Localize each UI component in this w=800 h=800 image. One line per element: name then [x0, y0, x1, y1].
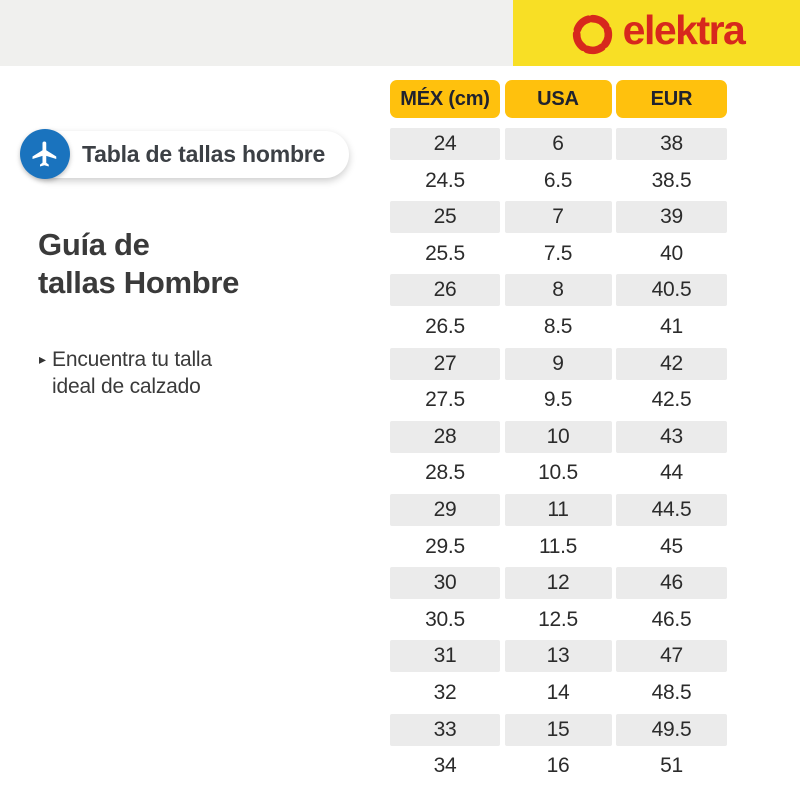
bullet-text — [52, 346, 212, 400]
table-cell: 29 — [390, 494, 500, 526]
table-cell: 7.5 — [543, 241, 573, 265]
table-cell: 49.5 — [616, 714, 727, 746]
table-cell: 51 — [660, 754, 683, 778]
table-cell: 9.5 — [543, 388, 573, 412]
table-cell: 46 — [616, 567, 727, 599]
size-table-header — [390, 80, 727, 118]
table-cell: 9 — [505, 348, 612, 380]
table-cell: 42.5 — [651, 388, 692, 412]
bullet-note — [39, 346, 212, 400]
table-cell: 6.5 — [543, 168, 573, 192]
table-cell: 26.5 — [425, 314, 465, 338]
table-cell: 14 — [546, 680, 570, 704]
table-cell: 26 — [390, 274, 500, 306]
header-cell-usa: USA — [505, 80, 612, 118]
table-cell: 16 — [546, 754, 570, 778]
table-cell: 46.5 — [651, 607, 692, 631]
table-cell: 44 — [660, 461, 683, 485]
table-cell: 31 — [390, 640, 500, 672]
table-cell: 27.5 — [425, 388, 465, 412]
table-cell: 41 — [660, 314, 683, 338]
table-cell: 12 — [505, 567, 612, 599]
table-cell: 40 — [660, 241, 683, 265]
table-cell: 45 — [660, 534, 683, 558]
table-cell: 30 — [390, 567, 500, 599]
page-title-line2: tallas Hombre — [38, 265, 240, 300]
table-cell: 27 — [390, 348, 500, 380]
table-cell: 7 — [505, 201, 612, 233]
table-cell: 32 — [433, 680, 457, 704]
airplane-icon — [20, 129, 70, 179]
table-cell: 11.5 — [538, 534, 578, 558]
table-cell: 10 — [505, 421, 612, 453]
top-strip — [0, 0, 513, 66]
table-cell: 38 — [616, 128, 727, 160]
bullet-text-line2: ideal de calzado — [52, 375, 201, 398]
table-cell: 11 — [505, 494, 612, 526]
page-title — [38, 226, 239, 302]
header-cell-eur: EUR — [616, 80, 727, 118]
bullet-text-line1: Encuentra tu talla — [52, 348, 212, 371]
table-cell: 13 — [505, 640, 612, 672]
table-cell: 30.5 — [425, 607, 465, 631]
brand-wordmark: elektra — [622, 6, 745, 53]
table-cell: 15 — [505, 714, 612, 746]
table-cell: 39 — [616, 201, 727, 233]
table-cell: 8 — [505, 274, 612, 306]
size-table — [390, 80, 727, 786]
table-cell: 8.5 — [543, 314, 573, 338]
table-cell: 10.5 — [538, 461, 578, 485]
table-cell: 33 — [390, 714, 500, 746]
triangle-bullet-icon: ▸ — [39, 351, 47, 367]
header-cell-mex: MÉX (cm) — [390, 80, 500, 118]
badge-label: Tabla de tallas hombre — [82, 141, 326, 167]
brand-banner — [513, 0, 800, 66]
elektra-pinwheel-icon — [569, 11, 616, 58]
table-cell: 28 — [390, 421, 500, 453]
table-cell: 25 — [390, 201, 500, 233]
table-cell: 29.5 — [425, 534, 465, 558]
table-cell: 34 — [433, 754, 457, 778]
size-rows — [390, 127, 727, 786]
table-cell: 28.5 — [425, 461, 465, 485]
table-cell: 24 — [390, 128, 500, 160]
table-cell: 24.5 — [425, 168, 465, 192]
table-cell: 38.5 — [651, 168, 692, 192]
table-cell: 43 — [616, 421, 727, 453]
table-cell: 47 — [616, 640, 727, 672]
table-cell: 6 — [505, 128, 612, 160]
table-cell: 12.5 — [538, 607, 578, 631]
page-title-line1: Guía de — [38, 227, 150, 262]
table-cell: 48.5 — [651, 680, 692, 704]
table-cell: 44.5 — [616, 494, 727, 526]
table-cell: 25.5 — [425, 241, 465, 265]
table-cell: 40.5 — [616, 274, 727, 306]
size-chart-badge — [30, 131, 349, 178]
table-cell: 42 — [616, 348, 727, 380]
